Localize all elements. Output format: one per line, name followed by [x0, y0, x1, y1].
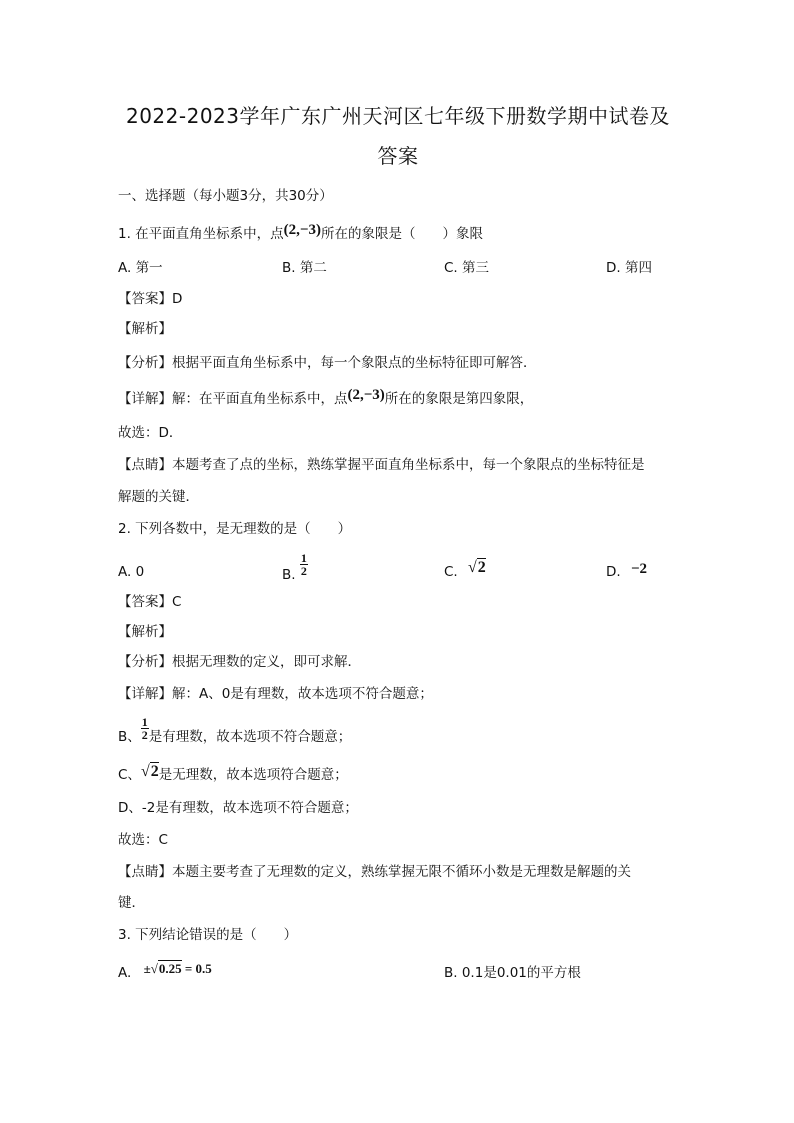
q2-detail-c [118, 765, 348, 785]
q2-detail-b-prefix: B、 [118, 728, 141, 745]
question-3-stem: 3. 下列结论错误的是（ ） [118, 927, 298, 943]
q1-answer: 【答案】D [118, 291, 183, 307]
q2-detail: 【详解】解：A、0是有理数，故本选项不符合题意； [118, 686, 433, 702]
q2-answer: 【答案】C [118, 594, 182, 610]
q1-stem-text-end: 所在的象限是（ ）象限 [320, 226, 483, 242]
document-title-line-2: 答案 [377, 144, 419, 168]
q2-option-a-label: A. [118, 564, 132, 580]
q1-option-a: A. 第一 [118, 260, 163, 276]
q1-detail-text-end: 所在的象限是第四象限， [384, 391, 534, 407]
q2-option-b-label: B. [282, 566, 296, 583]
q2-option-b [282, 551, 308, 583]
q1-detail-math: (2,−3) [347, 387, 385, 403]
question-1-stem [118, 224, 483, 244]
q3-option-b: B. 0.1是0.01的平方根 [444, 965, 581, 981]
q1-analysis: 【分析】根据平面直角坐标系中，每一个象限点的坐标特征即可解答． [118, 355, 537, 371]
q2-detail-b [118, 715, 352, 745]
q2-analysis: 【分析】根据无理数的定义，即可求解． [118, 654, 361, 670]
q2-comment-line-2: 键． [118, 895, 145, 911]
q2-option-a-value: 0 [135, 564, 145, 580]
q2-option-d-value: −2 [630, 561, 648, 577]
q1-stem-text: 1. 在平面直角坐标系中，点 [118, 226, 284, 242]
q2-detail-c-sqrt: √2 [140, 763, 159, 780]
question-2-stem: 2. 下列各数中，是无理数的是（ ） [118, 521, 352, 537]
q2-comment-line-1: 【点睛】本题主要考查了无理数的定义，熟练掌握无限不循环小数是无理数是解题的关 [118, 864, 631, 880]
q2-jiexi: 【解析】 [118, 624, 172, 640]
q3-option-a [118, 963, 212, 983]
q1-jiexi: 【解析】 [118, 321, 172, 337]
q1-detail-text: 【详解】解：在平面直角坐标系中，点 [118, 391, 348, 407]
q1-conclusion: 故选：D． [118, 425, 183, 441]
document-title-line-1: 2022-2023学年广东广州天河区七年级下册数学期中试卷及 [125, 104, 670, 128]
section-heading: 一、选择题（每小题3分，共30分） [118, 188, 333, 204]
q1-detail [118, 389, 533, 409]
q2-detail-b-fraction: $\frac{1}{2}$ [141, 715, 148, 742]
q1-option-c: C. 第三 [444, 260, 490, 276]
q3-option-a-label: A. [118, 965, 132, 981]
q2-option-d-label: D. [606, 564, 621, 580]
q2-option-b-fraction: $\frac{1}{2}$ [300, 551, 307, 578]
q1-point-math: (2,−3) [283, 222, 321, 238]
q2-option-d [606, 562, 647, 582]
q2-option-c [444, 559, 486, 582]
q2-detail-c-prefix: C、 [118, 767, 141, 783]
q1-comment-line-1: 【点睛】本题考查了点的坐标，熟练掌握平面直角坐标系中，每一个象限点的坐标特征是 [118, 457, 645, 473]
q2-option-c-label: C. [444, 564, 458, 580]
q1-option-b: B. 第二 [282, 260, 327, 276]
q2-detail-c-text: 是无理数，故本选项符合题意； [158, 767, 348, 783]
q3-option-a-math: ±√0.25 = 0.5 [143, 961, 212, 976]
q2-detail-b-text: 是有理数，故本选项不符合题意； [148, 728, 352, 745]
q2-option-c-sqrt: √2 [468, 559, 486, 576]
q2-detail-d: D、-2是有理数，故本选项不符合题意； [118, 800, 358, 816]
q2-conclusion: 故选：C [118, 832, 168, 848]
q1-option-d: D. 第四 [606, 260, 652, 276]
q1-comment-line-2: 解题的关键． [118, 489, 199, 505]
q2-option-a [118, 562, 144, 582]
